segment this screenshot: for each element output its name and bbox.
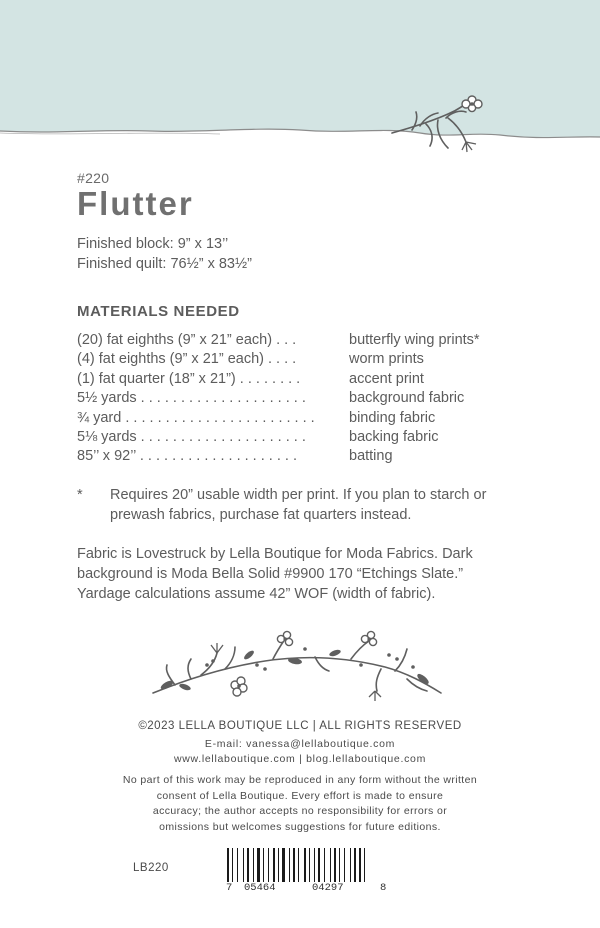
footnote-marker: * xyxy=(77,487,83,503)
barcode-digit: 04297 xyxy=(312,882,344,894)
material-use: batting xyxy=(349,448,393,465)
legal-line: omissions but welcomes suggestions for future editions. xyxy=(159,820,441,833)
pattern-number: #220 xyxy=(77,170,110,186)
barcode-digit: 7 xyxy=(226,882,233,894)
copyright: ©2023 LELLA BOUTIQUE LLC | ALL RIGHTS RESERVED xyxy=(138,720,462,732)
material-quantity: (4) fat eighths (9” x 21” each) . . . . xyxy=(77,351,297,368)
material-item xyxy=(77,351,557,370)
material-quantity: (1) fat quarter (18” x 21”) . . . . . . . . xyxy=(77,370,301,387)
material-item xyxy=(77,332,557,351)
barcode-digit: 05464 xyxy=(244,882,276,894)
finished-quilt: Finished quilt: 76½” x 83½” xyxy=(77,256,252,272)
barcode-digit: 8 xyxy=(380,882,387,894)
material-quantity: ¾ yard . . . . . . . . . . . . . . . . . . . . . . . . xyxy=(77,409,315,426)
material-quantity: 85’’ x 92’’ . . . . . . . . . . . . . . . . . . . . xyxy=(77,448,297,465)
legal-notice xyxy=(0,773,600,835)
material-item xyxy=(77,448,557,467)
fabric-info-line: background is Moda Bella Solid #9900 170 “Etchings Slate.” xyxy=(77,566,464,582)
legal-line: No part of this work may be reproduced in any form without the written xyxy=(122,774,478,786)
material-quantity: (20) fat eighths (9” x 21” each) . . . xyxy=(77,332,297,348)
fabric-info xyxy=(77,544,557,604)
material-item xyxy=(77,390,557,409)
materials-heading: MATERIALS NEEDED xyxy=(77,303,240,320)
material-use: background fabric xyxy=(349,390,465,407)
sku-label: LB220 xyxy=(133,862,169,874)
legal-line: accuracy; the author accepts no responsibility for errors or xyxy=(152,805,448,817)
pattern-title: Flutter xyxy=(77,185,194,222)
header-banner xyxy=(0,0,600,160)
websites: www.lellaboutique.com | blog.lellaboutique.com xyxy=(173,753,427,765)
legal-line: consent of Lella Boutique. Every effort is made to ensure xyxy=(156,789,444,802)
flower-sprig-icon xyxy=(0,0,600,165)
material-use: accent print xyxy=(349,370,424,387)
floral-wreath-icon xyxy=(145,625,450,705)
footnote-text: Requires 20” usable width per print. If you plan to starch or prewash fabrics, purchase fat quarters instead. xyxy=(110,487,487,523)
material-item xyxy=(77,371,557,390)
barcode-icon xyxy=(223,848,393,882)
material-quantity: 5½ yards . . . . . . . . . . . . . . . . . . . . . xyxy=(77,390,306,407)
material-item xyxy=(77,429,557,448)
material-quantity: 5⅛ yards . . . . . . . . . . . . . . . . . . . . . xyxy=(77,428,306,445)
finished-block: Finished block: 9” x 13’’ xyxy=(77,236,229,252)
material-use: worm prints xyxy=(349,351,424,368)
material-use: butterfly wing prints* xyxy=(349,332,480,348)
material-use: backing fabric xyxy=(349,428,439,445)
material-use: binding fabric xyxy=(349,409,436,426)
contact-email: E-mail: vanessa@lellaboutique.com xyxy=(204,738,396,750)
material-item xyxy=(77,410,557,429)
fabric-info-line: Fabric is Lovestruck by Lella Boutique for Moda Fabrics. Dark xyxy=(77,546,473,562)
fabric-info-line: Yardage calculations assume 42” WOF (width of fabric). xyxy=(77,586,436,602)
materials-list xyxy=(77,332,557,468)
